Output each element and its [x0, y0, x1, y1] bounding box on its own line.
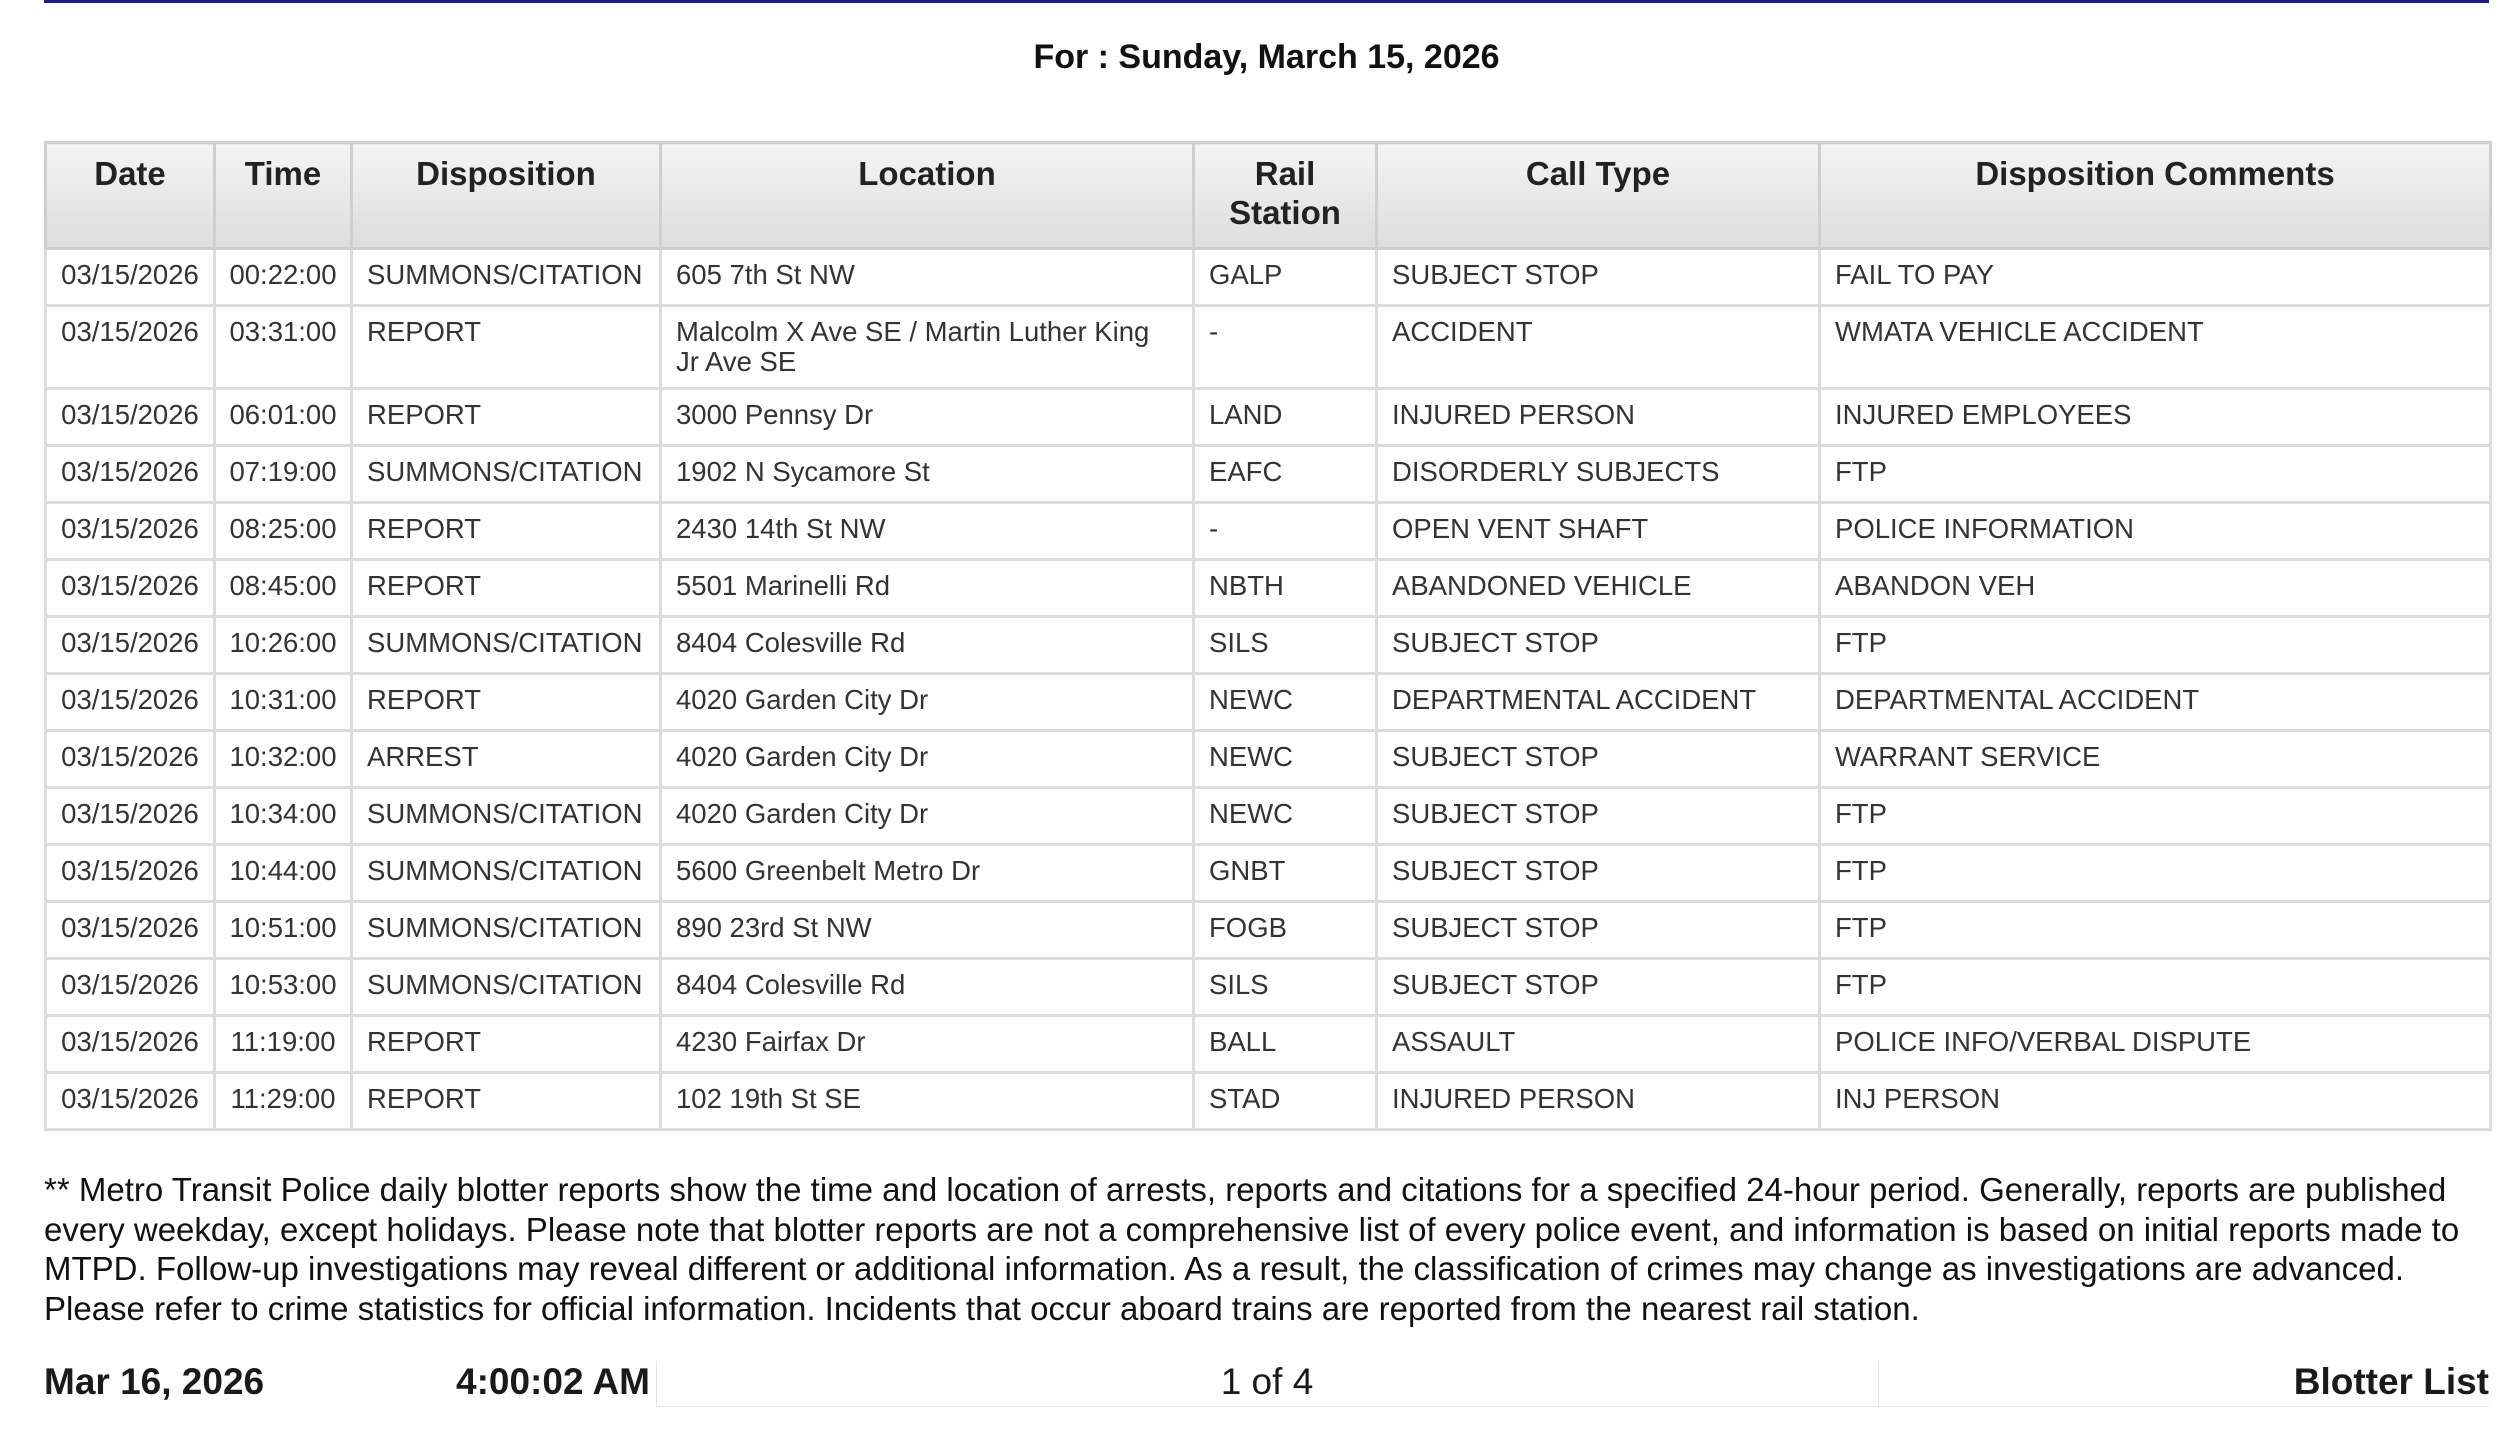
cell-rail-station: SILS	[1194, 959, 1377, 1016]
cell-location: 890 23rd St NW	[661, 902, 1194, 959]
cell-rail-station: -	[1194, 306, 1377, 389]
cell-disposition-comments: WMATA VEHICLE ACCIDENT	[1820, 306, 2491, 389]
footer-print-date: Mar 16, 2026	[44, 1361, 265, 1402]
cell-rail-station: GALP	[1194, 249, 1377, 306]
cell-date: 03/15/2026	[46, 1073, 215, 1130]
header-location: Location	[661, 143, 1194, 249]
footer-divider	[1878, 1362, 1879, 1406]
cell-date: 03/15/2026	[46, 249, 215, 306]
cell-disposition-comments: FAIL TO PAY	[1820, 249, 2491, 306]
cell-rail-station: GNBT	[1194, 845, 1377, 902]
cell-call-type: DISORDERLY SUBJECTS	[1377, 446, 1820, 503]
table-row	[46, 1073, 2491, 1130]
cell-location: 2430 14th St NW	[661, 503, 1194, 560]
footer-report-name: Blotter List	[2293, 1361, 2489, 1402]
cell-disposition-comments: FTP	[1820, 902, 2491, 959]
cell-time: 10:53:00	[215, 959, 352, 1016]
cell-time: 08:25:00	[215, 503, 352, 560]
cell-location: 4230 Fairfax Dr	[661, 1016, 1194, 1073]
disclaimer-text: ** Metro Transit Police daily blotter reports show the time and location of arrests, reports and citations for a specified 24-hour period. Generally, reports are published every weekday, except holidays. Please note that blotter reports are not a comprehensive list of every police event, and information is based on initial reports made to MTPD. Follow-up investigations may reveal different or additional information. As a result, the classification of crimes may change as investigations are advanced. Please refer to crime statistics for official information. Incidents that occur aboard trains are reported from the nearest rail station.	[44, 1171, 2460, 1327]
cell-call-type: SUBJECT STOP	[1377, 617, 1820, 674]
cell-time: 10:26:00	[215, 617, 352, 674]
cell-date: 03/15/2026	[46, 788, 215, 845]
cell-disposition-comments: FTP	[1820, 446, 2491, 503]
footer-print-time: 4:00:02 AM	[456, 1361, 650, 1402]
cell-location: 8404 Colesville Rd	[661, 617, 1194, 674]
table-row	[46, 560, 2491, 617]
cell-call-type: SUBJECT STOP	[1377, 902, 1820, 959]
cell-time: 10:34:00	[215, 788, 352, 845]
cell-disposition-comments: FTP	[1820, 788, 2491, 845]
footer-rule	[656, 1406, 2489, 1407]
cell-disposition-comments: WARRANT SERVICE	[1820, 731, 2491, 788]
cell-call-type: ASSAULT	[1377, 1016, 1820, 1073]
cell-rail-station: NEWC	[1194, 731, 1377, 788]
cell-disposition: REPORT	[352, 1073, 661, 1130]
cell-date: 03/15/2026	[46, 674, 215, 731]
cell-location: 102 19th St SE	[661, 1073, 1194, 1130]
top-rule	[44, 0, 2489, 3]
table-row	[46, 959, 2491, 1016]
cell-date: 03/15/2026	[46, 560, 215, 617]
cell-time: 10:51:00	[215, 902, 352, 959]
cell-disposition-comments: POLICE INFORMATION	[1820, 503, 2491, 560]
cell-disposition: REPORT	[352, 1016, 661, 1073]
header-row	[46, 143, 2491, 249]
footer-page-indicator: 1 of 4	[1220, 1361, 1314, 1402]
cell-rail-station: STAD	[1194, 1073, 1377, 1130]
cell-location: 4020 Garden City Dr	[661, 674, 1194, 731]
cell-date: 03/15/2026	[46, 731, 215, 788]
cell-date: 03/15/2026	[46, 617, 215, 674]
cell-disposition: SUMMONS/CITATION	[352, 845, 661, 902]
table-row	[46, 249, 2491, 306]
cell-call-type: ACCIDENT	[1377, 306, 1820, 389]
table-row	[46, 731, 2491, 788]
cell-disposition: SUMMONS/CITATION	[352, 788, 661, 845]
cell-time: 07:19:00	[215, 446, 352, 503]
cell-location: 3000 Pennsy Dr	[661, 389, 1194, 446]
cell-time: 10:32:00	[215, 731, 352, 788]
cell-location: 4020 Garden City Dr	[661, 788, 1194, 845]
table-row	[46, 845, 2491, 902]
cell-rail-station: BALL	[1194, 1016, 1377, 1073]
cell-rail-station: LAND	[1194, 389, 1377, 446]
header-call-type: Call Type	[1377, 143, 1820, 249]
cell-location: 5600 Greenbelt Metro Dr	[661, 845, 1194, 902]
cell-disposition: REPORT	[352, 503, 661, 560]
cell-call-type: SUBJECT STOP	[1377, 959, 1820, 1016]
header-date: Date	[46, 143, 215, 249]
cell-call-type: ABANDONED VEHICLE	[1377, 560, 1820, 617]
cell-disposition: REPORT	[352, 560, 661, 617]
cell-rail-station: EAFC	[1194, 446, 1377, 503]
cell-disposition-comments: INJURED EMPLOYEES	[1820, 389, 2491, 446]
cell-time: 06:01:00	[215, 389, 352, 446]
cell-disposition-comments: POLICE INFO/VERBAL DISPUTE	[1820, 1016, 2491, 1073]
cell-time: 11:19:00	[215, 1016, 352, 1073]
cell-disposition-comments: INJ PERSON	[1820, 1073, 2491, 1130]
cell-call-type: SUBJECT STOP	[1377, 249, 1820, 306]
cell-rail-station: FOGB	[1194, 902, 1377, 959]
cell-call-type: INJURED PERSON	[1377, 389, 1820, 446]
cell-time: 03:31:00	[215, 306, 352, 389]
cell-disposition: REPORT	[352, 674, 661, 731]
cell-date: 03/15/2026	[46, 959, 215, 1016]
table-row	[46, 389, 2491, 446]
cell-rail-station: NEWC	[1194, 674, 1377, 731]
cell-rail-station: SILS	[1194, 617, 1377, 674]
cell-date: 03/15/2026	[46, 902, 215, 959]
table-header	[46, 143, 2491, 249]
cell-disposition: REPORT	[352, 389, 661, 446]
cell-rail-station: NEWC	[1194, 788, 1377, 845]
cell-time: 11:29:00	[215, 1073, 352, 1130]
cell-call-type: SUBJECT STOP	[1377, 788, 1820, 845]
cell-disposition: SUMMONS/CITATION	[352, 902, 661, 959]
cell-disposition: ARREST	[352, 731, 661, 788]
cell-location: 4020 Garden City Dr	[661, 731, 1194, 788]
cell-disposition: REPORT	[352, 306, 661, 389]
cell-disposition: SUMMONS/CITATION	[352, 446, 661, 503]
cell-location: 605 7th St NW	[661, 249, 1194, 306]
cell-rail-station: NBTH	[1194, 560, 1377, 617]
cell-disposition-comments: DEPARTMENTAL ACCIDENT	[1820, 674, 2491, 731]
cell-date: 03/15/2026	[46, 389, 215, 446]
table-row	[46, 446, 2491, 503]
table-row	[46, 902, 2491, 959]
cell-call-type: SUBJECT STOP	[1377, 731, 1820, 788]
cell-call-type: OPEN VENT SHAFT	[1377, 503, 1820, 560]
cell-disposition: SUMMONS/CITATION	[352, 249, 661, 306]
cell-location: Malcolm X Ave SE / Martin Luther King Jr Ave SE	[661, 306, 1194, 389]
header-rail-station: Rail Station	[1194, 143, 1377, 249]
cell-disposition-comments: ABANDON VEH	[1820, 560, 2491, 617]
cell-disposition-comments: FTP	[1820, 617, 2491, 674]
table-body	[46, 249, 2491, 1130]
cell-time: 10:31:00	[215, 674, 352, 731]
cell-call-type: DEPARTMENTAL ACCIDENT	[1377, 674, 1820, 731]
cell-location: 1902 N Sycamore St	[661, 446, 1194, 503]
header-time: Time	[215, 143, 352, 249]
cell-disposition-comments: FTP	[1820, 959, 2491, 1016]
cell-date: 03/15/2026	[46, 845, 215, 902]
table-row	[46, 503, 2491, 560]
blotter-table	[44, 141, 2492, 1131]
cell-date: 03/15/2026	[46, 503, 215, 560]
cell-call-type: SUBJECT STOP	[1377, 845, 1820, 902]
page-footer	[44, 1358, 2489, 1406]
report-page	[44, 0, 2489, 1402]
table-row	[46, 674, 2491, 731]
cell-call-type: INJURED PERSON	[1377, 1073, 1820, 1130]
cell-time: 00:22:00	[215, 249, 352, 306]
cell-disposition: SUMMONS/CITATION	[352, 959, 661, 1016]
table-row	[46, 306, 2491, 389]
header-disposition: Disposition	[352, 143, 661, 249]
cell-location: 5501 Marinelli Rd	[661, 560, 1194, 617]
cell-date: 03/15/2026	[46, 446, 215, 503]
table-row	[46, 617, 2491, 674]
cell-location: 8404 Colesville Rd	[661, 959, 1194, 1016]
cell-time: 08:45:00	[215, 560, 352, 617]
cell-disposition-comments: FTP	[1820, 845, 2491, 902]
cell-time: 10:44:00	[215, 845, 352, 902]
table-row	[46, 788, 2491, 845]
header-disposition-comments: Disposition Comments	[1820, 143, 2491, 249]
cell-date: 03/15/2026	[46, 1016, 215, 1073]
cell-rail-station: -	[1194, 503, 1377, 560]
table-row	[46, 1016, 2491, 1073]
cell-date: 03/15/2026	[46, 306, 215, 389]
cell-disposition: SUMMONS/CITATION	[352, 617, 661, 674]
report-title: For : Sunday, March 15, 2026	[1033, 38, 1500, 76]
